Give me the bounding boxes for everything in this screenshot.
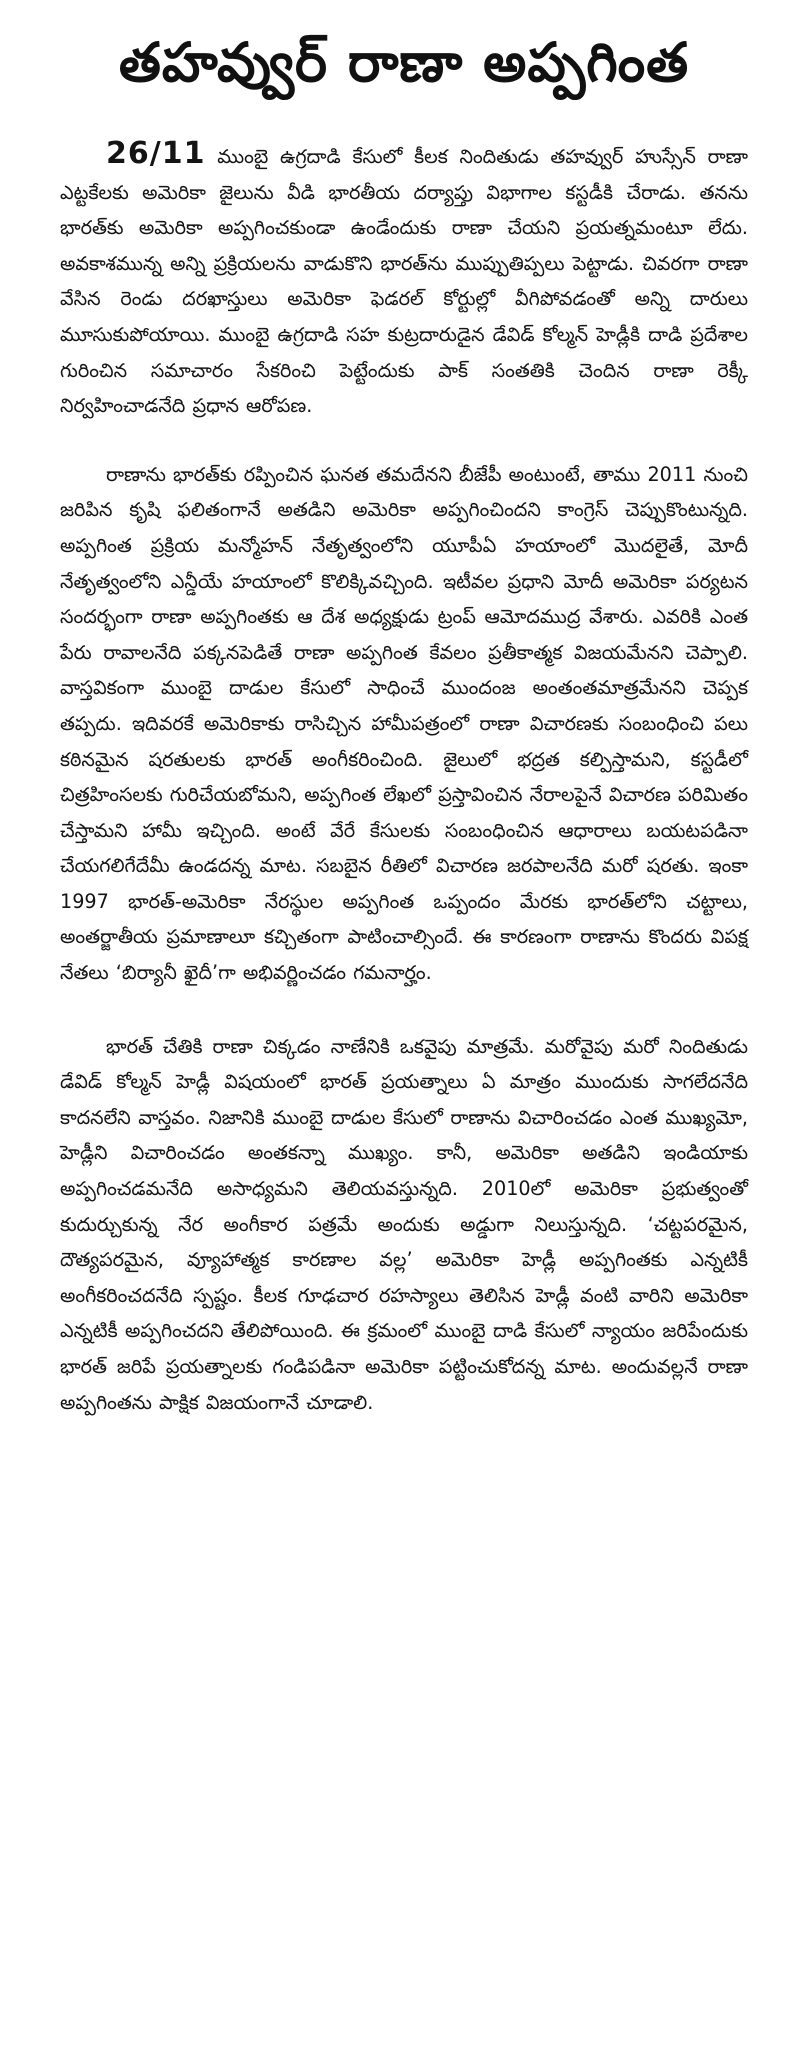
article-body [60,136,748,1420]
paragraph-1-text: ముంబై ఉగ్రదాడి కేసులో కీలక నిందితుడు తహవ్వుర్ హుస్సేన్ రాణా ఎట్టకేలకు అమెరికా జైలును వీడి భారతీయ దర్యాప్తు విభాగాల కస్టడీకి చేరాడు. తనను భారత్‌కు అమెరికా అప్పగించకుండా ఉండేందుకు రాణా చేయని ప్రయత్నమంటూ లేదు. అవకాశమున్న అన్ని ప్రక్రియలను వాడుకొని భారత్‌ను ముప్పుతిప్పలు పెట్టాడు. చివరగా రాణా వేసిన రెండు దరఖాస్తులు అమెరికా ఫెడరల్ కోర్టుల్లో వీగిపోవడంతో అన్ని దారులు మూసుకుపోయాయి. ముంబై ఉగ్రదాడి సహ కుట్రదారుడైన డేవిడ్ కోల్మన్ హెడ్లీకి దాడి ప్రదేశాల గురించిన సమాచారం సేకరించి పెట్టేందుకు పాక్ సంతతికి చెందిన రాణా రెక్కీ నిర్వహించాడనేది ప్రధాన ఆరోపణ. [60,145,748,418]
headline: తహవ్వుర్ రాణా అప్పగింత [118,31,690,94]
lead-number: 26/11 [106,136,206,171]
paragraph-1 [60,136,748,424]
paragraph-spacer [60,424,748,457]
paragraph-3: భారత్ చేతికి రాణా చిక్కడం నాణేనికి ఒకవైపు మాత్రమే. మరోవైపు మరో నిందితుడు డేవిడ్ కోల్మన్ హెడ్లీ విషయంలో భారత్ ప్రయత్నాలు ఏ మాత్రం ముందుకు సాగలేదనేది కాదనలేని వాస్తవం. నిజానికి ముంబై దాడుల కేసులో రాణాను విచారించడం ఎంత ముఖ్యమో, హెడ్లీని విచారించడం అంతకన్నా ముఖ్యం. కానీ, అమెరికా అతడిని ఇండియాకు అప్పగించడమనేది అసాధ్యమని తెలియవస్తున్నది. 2010లో అమెరికా ప్రభుత్వంతో కుదుర్చుకున్న నేర అంగీకార పత్రమే అందుకు అడ్డుగా నిలుస్తున్నది. ‘చట్టపరమైన, దౌత్యపరమైన, వ్యూహాత్మక కారణాల వల్ల’ అమెరికా హెడ్లీ అప్పగింతకు ఎన్నటికీ అంగీకరించదనేది స్పష్టం. కీలక గూఢచార రహస్యాలు తెలిసిన హెడ్లీ వంటి వారిని అమెరికా ఎన్నటికీ అప్పగించదని తేలిపోయింది. ఈ క్రమంలో ముంబై దాడి కేసులో న్యాయం జరిపేందుకు భారత్ జరిపే ప్రయత్నాలకు గండిపడినా అమెరికా పట్టించుకోదన్న మాట. అందువల్లనే రాణా అప్పగింతను పాక్షిక విజయంగానే చూడాలి. [60,1034,748,1414]
paragraph-2: రాణాను భారత్‌కు రప్పించిన ఘనత తమదేనని బీజేపీ అంటుంటే, తాము 2011 నుంచి జరిపిన కృషి ఫలితంగానే అతడిని అమెరికా అప్పగించిందని కాంగ్రెస్ చెప్పుకొంటున్నది. అప్పగింత ప్రక్రియ మన్మోహన్ నేతృత్వంలోని యూపీఏ హయాంలో మొదలైతే, మోదీ నేతృత్వంలోని ఎన్డీయే హయాంలో కొలిక్కివచ్చింది. ఇటీవల ప్రధాని మోదీ అమెరికా పర్యటన సందర్భంగా రాణా అప్పగింతకు ఆ దేశ అధ్యక్షుడు ట్రంప్ ఆమోదముద్ర వేశారు. ఎవరికి ఎంత పేరు రావాలనేది పక్కనపెడితే రాణా అప్పగింత కేవలం ప్రతీకాత్మక విజయమేనని చెప్పాలి. వాస్తవికంగా ముంబై దాడుల కేసులో సాధించే ముందంజ అంతంతమాత్రమేనని చెప్పక తప్పదు. ఇదివరకే అమెరికాకు రాసిచ్చిన హామీపత్రంలో రాణా విచారణకు సంబంధించి పలు కఠినమైన షరతులకు భారత్ అంగీకరించింది. జైలులో భద్రత కల్పిస్తామని, కస్టడీలో చిత్రహింసలకు గురిచేయబోమని, అప్పగింత లేఖలో ప్రస్తావించిన నేరాలపైనే విచారణ పరిమితం చేస్తామని హామీ ఇచ్చింది. అంటే వేరే కేసులకు సంబంధించిన ఆధారాలు బయటపడినా చేయగలిగేదేమీ ఉండదన్న మాట. సబబైన రీతిలో విచారణ జరపాలనేది మరో షరతు. ఇంకా 1997 భారత్-అమెరికా నేరస్థుల అప్పగింత ఒప్పందం మేరకు భారత్‌లోని చట్టాలు, అంతర్జాతీయ ప్రమాణాలూ కచ్చితంగా పాటించాల్సిందే. ఈ కారణంగా రాణాను కొందరు విపక్ష నేతలు ‘బిర్యానీ ఖైదీ’గా అభివర్ణించడం గమనార్హం. [60,462,748,985]
paragraph-spacer [60,991,748,1029]
